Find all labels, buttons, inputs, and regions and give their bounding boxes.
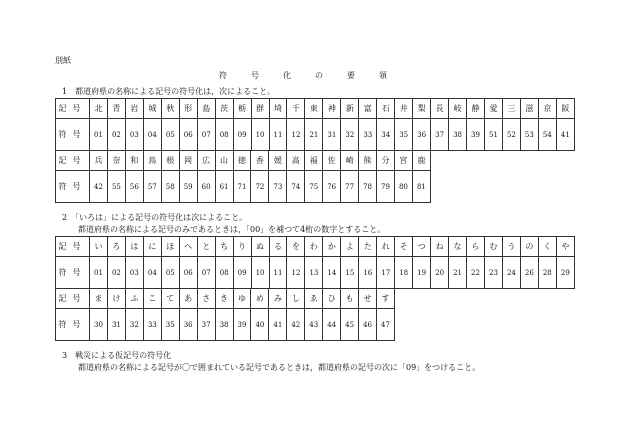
code-cell: 04 [143,257,161,289]
code-cell: 02 [107,119,125,151]
symbol-cell: 鹿 [412,151,430,171]
section-3-heading: 3 戦災による仮記号の符号化 [62,351,172,360]
code-cell: 59 [179,171,197,203]
code-cell: 51 [484,119,502,151]
code-cell: 07 [197,119,215,151]
iroha-code-table-part-1 [55,236,575,289]
code-cell: 55 [107,171,125,203]
symbol-cell: 崎 [341,151,359,171]
symbol-cell: れ [377,237,395,257]
code-cell: 24 [502,257,520,289]
symbol-cell: ゆ [233,289,251,309]
symbol-cell: 長 [431,99,449,119]
symbol-cell: き [215,289,233,309]
code-cell: 36 [413,119,431,151]
symbol-cell: つ [413,237,431,257]
symbol-cell: り [233,237,251,257]
symbol-cell: よ [341,237,359,257]
symbol-cell: も [341,289,359,309]
code-cell: 05 [161,119,179,151]
row-label-code: 符号 [56,309,90,341]
code-cell: 09 [233,257,251,289]
symbol-row [56,289,395,309]
symbol-cell: 島 [197,99,215,119]
code-cell: 10 [251,257,269,289]
symbol-cell: 徳 [233,151,251,171]
symbol-cell: い [90,237,108,257]
code-cell: 47 [377,309,395,341]
code-cell: 13 [305,257,323,289]
code-cell: 78 [359,171,377,203]
symbol-cell: へ [179,237,197,257]
code-cell: 03 [125,119,143,151]
symbol-cell: 新 [341,99,359,119]
symbol-cell: そ [395,237,413,257]
symbol-cell: 香 [251,151,269,171]
symbol-cell: う [502,237,520,257]
code-cell: 46 [359,309,377,341]
code-cell: 33 [143,309,161,341]
code-cell: 11 [269,257,287,289]
symbol-cell: 広 [197,151,215,171]
code-cell: 19 [413,257,431,289]
symbol-cell: 北 [90,99,108,119]
code-cell: 04 [143,119,161,151]
code-cell: 12 [287,257,305,289]
code-cell: 40 [251,309,269,341]
symbol-cell: ゑ [305,289,323,309]
symbol-cell: 千 [287,99,305,119]
annex-label: 別紙 [55,56,71,65]
symbol-cell: を [287,237,305,257]
code-cell: 56 [125,171,143,203]
symbol-cell: 滋 [520,99,538,119]
symbol-cell: 兵 [90,151,108,171]
code-cell: 73 [269,171,287,203]
code-cell: 42 [90,171,108,203]
code-cell: 76 [323,171,341,203]
code-cell: 43 [305,309,323,341]
code-cell: 35 [161,309,179,341]
code-cell: 16 [359,257,377,289]
code-cell: 60 [197,171,215,203]
symbol-cell: 井 [395,99,413,119]
code-cell: 21 [449,257,467,289]
row-label-code: 符号 [56,171,90,203]
symbol-cell: ほ [161,237,179,257]
symbol-cell: 東 [305,99,323,119]
symbol-cell: 和 [125,151,143,171]
symbol-cell: な [449,237,467,257]
iroha-code-table-part-2 [55,288,395,341]
symbol-cell: 分 [377,151,395,171]
symbol-cell: 茨 [215,99,233,119]
code-cell: 77 [341,171,359,203]
symbol-cell: 栃 [233,99,251,119]
code-cell: 57 [143,171,161,203]
symbol-cell: 阪 [556,99,574,119]
code-cell: 18 [395,257,413,289]
symbol-cell: 福 [305,151,323,171]
code-cell: 29 [556,257,574,289]
symbol-cell: し [287,289,305,309]
code-cell: 61 [215,171,233,203]
code-cell: 81 [412,171,430,203]
section-1-heading: 1 都道府県の名称による記号の符号化は，次によること。 [62,87,276,96]
symbol-cell: た [359,237,377,257]
code-cell: 54 [538,119,556,151]
section-3-note: 都道府県の名称による記号が〇で囲まれている記号であるときは，都道府県の記号の次に「09」をつけること。 [78,363,481,372]
code-cell: 05 [161,257,179,289]
code-cell: 22 [467,257,485,289]
symbol-cell: 三 [502,99,520,119]
code-cell: 36 [179,309,197,341]
code-row [56,309,395,341]
code-cell: 21 [305,119,323,151]
symbol-cell: 岩 [125,99,143,119]
symbol-cell: 岐 [449,99,467,119]
code-cell: 34 [377,119,395,151]
symbol-cell: ひ [323,289,341,309]
code-cell: 71 [233,171,251,203]
code-cell: 03 [125,257,143,289]
section-2-heading: 2 「いろは」による記号の符号化は次によること。 [62,213,248,222]
symbol-cell: ち [215,237,233,257]
code-cell: 53 [520,119,538,151]
code-cell: 32 [341,119,359,151]
symbol-cell: め [251,289,269,309]
symbol-cell: 愛 [484,99,502,119]
code-cell: 28 [538,257,556,289]
symbol-cell: く [538,237,556,257]
symbol-cell: 佐 [323,151,341,171]
symbol-cell: 梨 [413,99,431,119]
code-cell: 30 [90,309,108,341]
symbol-cell: す [377,289,395,309]
code-cell: 31 [323,119,341,151]
code-cell: 79 [377,171,395,203]
symbol-cell: わ [305,237,323,257]
page-title: 符号化の要領 [219,71,411,80]
code-cell: 74 [287,171,305,203]
symbol-cell: ね [431,237,449,257]
code-cell: 39 [233,309,251,341]
symbol-cell: 富 [359,99,377,119]
code-cell: 32 [125,309,143,341]
symbol-cell: か [323,237,341,257]
symbol-cell: ぬ [251,237,269,257]
code-cell: 38 [449,119,467,151]
symbol-cell: み [269,289,287,309]
symbol-cell: 青 [107,99,125,119]
symbol-cell: ろ [107,237,125,257]
code-cell: 58 [161,171,179,203]
row-label-symbol: 記号 [56,99,90,119]
code-cell: 41 [556,119,574,151]
symbol-cell: せ [359,289,377,309]
symbol-row [56,151,431,171]
row-label-symbol: 記号 [56,151,90,171]
code-cell: 39 [467,119,485,151]
row-label-code: 符号 [56,119,90,151]
code-cell: 42 [287,309,305,341]
symbol-cell: 城 [143,99,161,119]
symbol-cell: て [161,289,179,309]
symbol-cell: あ [179,289,197,309]
symbol-cell: 埼 [269,99,287,119]
code-cell: 20 [431,257,449,289]
code-cell: 38 [215,309,233,341]
code-cell: 35 [395,119,413,151]
symbol-cell: 秋 [161,99,179,119]
code-cell: 23 [484,257,502,289]
symbol-cell: こ [143,289,161,309]
symbol-cell: 鳥 [143,151,161,171]
prefecture-code-table-part-2 [55,150,431,203]
symbol-cell: や [556,237,574,257]
symbol-cell: 京 [538,99,556,119]
code-cell: 31 [107,309,125,341]
symbol-cell: ま [90,289,108,309]
code-cell: 26 [520,257,538,289]
symbol-cell: 神 [323,99,341,119]
symbol-cell: む [484,237,502,257]
code-cell: 09 [233,119,251,151]
code-cell: 08 [215,257,233,289]
symbol-cell: 根 [161,151,179,171]
code-cell: 06 [179,257,197,289]
symbol-cell: 岡 [179,151,197,171]
code-row [56,119,575,151]
code-cell: 07 [197,257,215,289]
symbol-cell: 静 [467,99,485,119]
symbol-cell: 形 [179,99,197,119]
symbol-cell: は [125,237,143,257]
symbol-cell: け [107,289,125,309]
prefecture-code-table-part-1 [55,98,575,151]
row-label-symbol: 記号 [56,237,90,257]
symbol-cell: 高 [287,151,305,171]
symbol-cell: 熊 [359,151,377,171]
code-cell: 44 [323,309,341,341]
symbol-cell: 宮 [394,151,412,171]
symbol-cell: の [520,237,538,257]
code-cell: 80 [394,171,412,203]
symbol-cell: 石 [377,99,395,119]
code-cell: 06 [179,119,197,151]
code-cell: 37 [197,309,215,341]
code-cell: 52 [502,119,520,151]
code-row [56,171,431,203]
code-cell: 37 [431,119,449,151]
symbol-cell: に [143,237,161,257]
code-row [56,257,575,289]
code-cell: 02 [107,257,125,289]
code-cell: 72 [251,171,269,203]
code-cell: 12 [287,119,305,151]
symbol-cell: ら [467,237,485,257]
symbol-cell: 奈 [107,151,125,171]
symbol-cell: と [197,237,215,257]
code-cell: 08 [215,119,233,151]
code-cell: 33 [359,119,377,151]
code-cell: 75 [305,171,323,203]
symbol-cell: 山 [215,151,233,171]
symbol-cell: る [269,237,287,257]
code-cell: 14 [323,257,341,289]
symbol-row [56,237,575,257]
code-cell: 15 [341,257,359,289]
code-cell: 45 [341,309,359,341]
row-label-symbol: 記号 [56,289,90,309]
code-cell: 01 [90,257,108,289]
code-cell: 01 [90,119,108,151]
section-2-note: 都道府県の名称による記号のみであるときは，「00」を補つて4桁の数字とすること。 [78,225,386,234]
symbol-row [56,99,575,119]
symbol-cell: さ [197,289,215,309]
code-cell: 17 [377,257,395,289]
code-cell: 11 [269,119,287,151]
code-cell: 10 [251,119,269,151]
symbol-cell: ふ [125,289,143,309]
row-label-code: 符号 [56,257,90,289]
symbol-cell: 媛 [269,151,287,171]
symbol-cell: 群 [251,99,269,119]
code-cell: 41 [269,309,287,341]
